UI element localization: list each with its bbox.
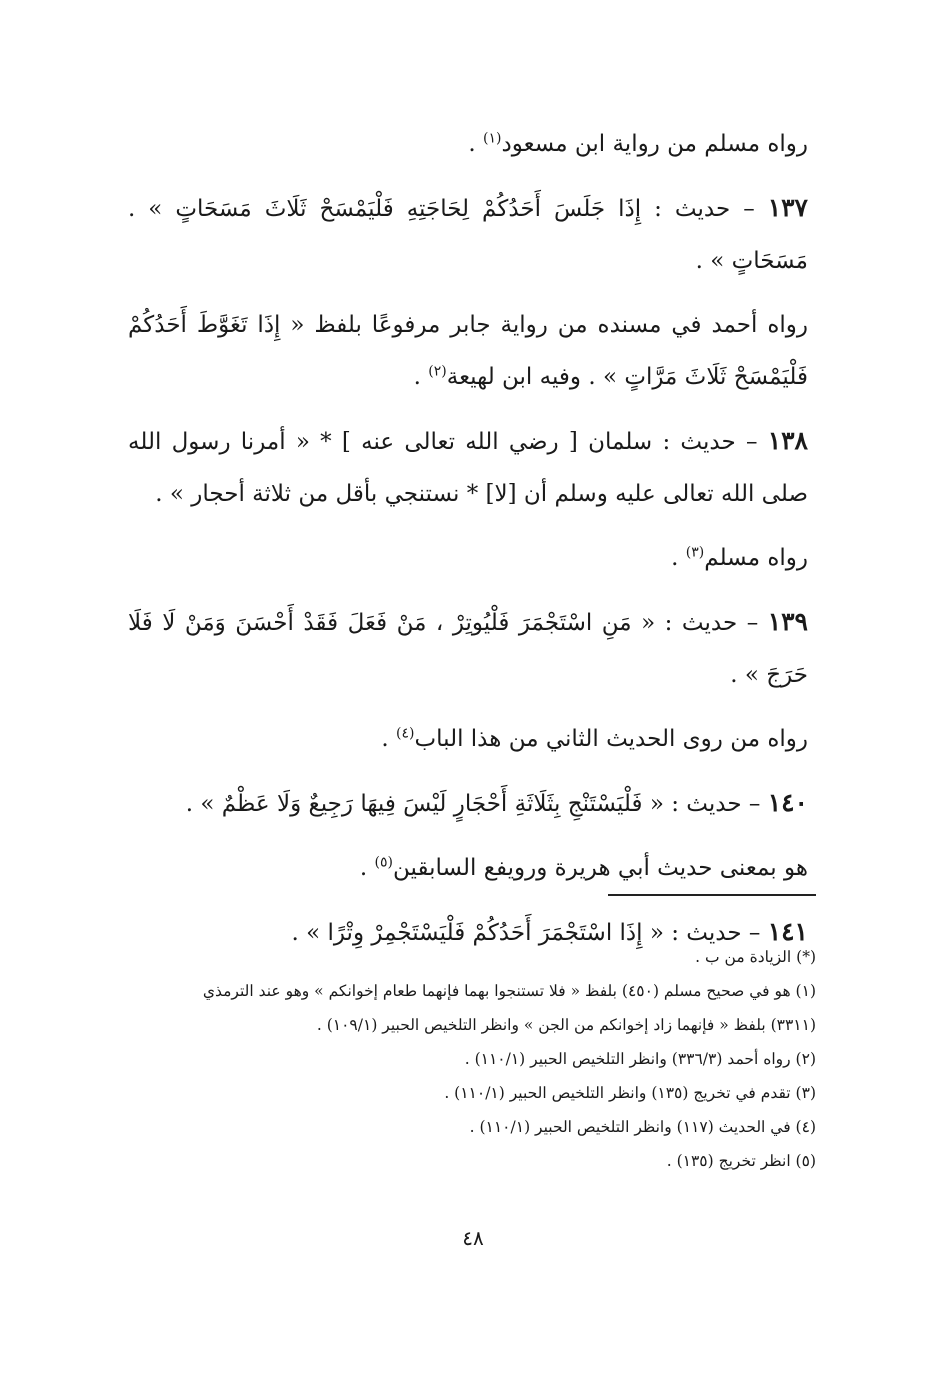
footnote-divider: [608, 894, 816, 896]
paragraph-narration: رواه من روى الحديث الثاني من هذا الباب$^{(٤)}$ .: [381, 725, 808, 752]
footnote: (٤) في الحديث (١١٧) وانظر التلخيص الحبير (١١٠/١) .: [469, 1118, 816, 1136]
footnote-ref: (٥): [374, 854, 393, 871]
footnote: (١) هو في صحيح مسلم (٤٥٠) بلفظ « فلا تستنجوا بهما فإنهما طعام إخوانكم » وهو عند الترمذي: [202, 982, 816, 1000]
footnote-ref: (١): [483, 130, 502, 147]
footnote: (٥) انظر تخريج (١٣٥) .: [666, 1152, 816, 1170]
hadith-number: ١٤١: [767, 917, 808, 946]
hadith-number: ١٣٩: [767, 607, 808, 636]
hadith-number: ١٤٠: [767, 788, 808, 817]
footnote-ref: (٢): [428, 363, 447, 380]
footnote-ref: (٤): [396, 725, 415, 742]
hadith-139: ١٣٩ – حديث : « مَنِ اسْتَجْمَرَ فَلْيُوتِرْ ، مَنْ فَعَلَ فَقَدْ أَحْسَنَ وَمَنْ لَا فَلَا حَرَجَ » .: [128, 607, 808, 688]
footnote: (٣٣١١) بلفظ « فإنهما زاد إخوانكم من الجن » وانظر التلخيص الحبير (١٠٩/١) .: [316, 1016, 816, 1034]
hadith-number: ١٣٧: [767, 193, 808, 222]
paragraph-narration: هو بمعنى حديث أبي هريرة ورويفع السابقين$^{(٥)}$ .: [359, 854, 808, 881]
main-text: [128, 118, 808, 971]
hadith-140: ١٤٠ – حديث : « فَلْيَسْتَنْجِ بِثَلَاثَةِ أَحْجَارٍ لَيْسَ فِيهَا رَجِيعٌ وَلَا عَظْمٌ » .: [185, 788, 808, 817]
paragraph-narration: رواه أحمد في مسنده من رواية جابر مرفوعًا بلفظ « إِذَا تَغَوَّطَ أَحَدُكُمْ فَلْيَمْسَحْ ثَلَاثَ مَرَّاتٍ » . وفيه ابن لهيعة$^{(٢)}$ .: [128, 312, 808, 390]
hadith-138: ١٣٨ – حديث : سلمان [ رضي الله تعالى عنه ] * « أمرنا رسول الله صلى الله تعالى عليه وسلم أن [لا] * نستنجي بأقل من ثلاثة أحجار » .: [128, 426, 808, 507]
paragraph-narration: رواه مسلم$^{(٣)}$ .: [671, 544, 808, 571]
hadith-number: ١٣٨: [767, 426, 808, 455]
footnote: (٣) تقدم في تخريج (١٣٥) وانظر التلخيص الحبير (١١٠/١) .: [444, 1084, 816, 1102]
footnotes: [126, 940, 816, 1178]
hadith-137: ١٣٧ – حديث : إِذَا جَلَسَ أَحَدُكُمْ لِحَاجَتِهِ فَلْيَمْسَحْ ثَلَاثَ مَسَحَاتٍ » . مَسَحَاتٍ » .: [128, 193, 808, 274]
footnote: (*) الزيادة من ب .: [695, 948, 816, 966]
footnote: (٢) رواه أحمد (٣٣٦/٣) وانظر التلخيص الحبير (١١٠/١) .: [464, 1050, 816, 1068]
page-number: ٤٨: [462, 1226, 484, 1250]
paragraph-narration: رواه مسلم من رواية ابن مسعود$^{(١)}$ .: [468, 130, 808, 157]
hadith-141: ١٤١ – حديث : « إِذَا اسْتَجْمَرَ أَحَدُكُمْ فَلْيَسْتَجْمِرْ وِتْرًا » .: [291, 917, 808, 946]
footnote-ref: (٣): [685, 544, 705, 561]
